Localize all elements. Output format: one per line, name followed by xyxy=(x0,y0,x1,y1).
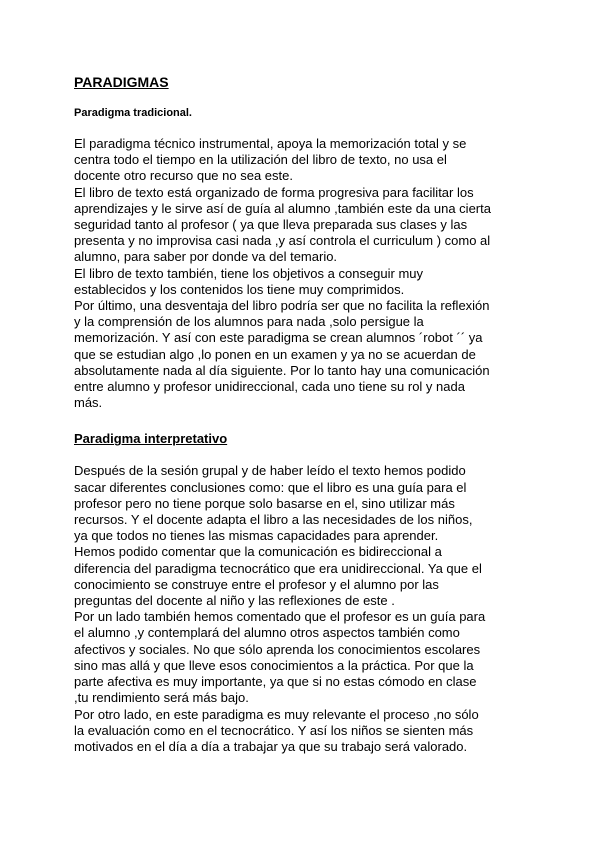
document-title: PARADIGMAS xyxy=(74,74,169,90)
paragraph: Por otro lado, en este paradigma es muy relevante el proceso ,no sólo la evaluación como en el tecnocrático. Y así los niños se sienten más motivados en el día a día a trabajar ya que su trabajo será valorado. xyxy=(74,706,479,754)
section-body-interpretativo xyxy=(74,463,534,755)
paragraph: Por un lado también hemos comentado que el profesor es un guía para el alumno ,y contemplará del alumno otros aspectos también como afectivos y sociales. No que sólo aprenda los conocimientos escolares sino mas allá y que lleve esos conocimientos a la práctica. Por que la parte afectiva es muy importante, ya que si no estas cómodo en clase ,tu rendimiento será más bajo. xyxy=(74,609,486,706)
document-page xyxy=(74,74,534,755)
paragraph: Hemos podido comentar que la comunicación es bidireccional a diferencia del paradigma tecnocrático que era unidireccional. Ya que el conocimiento se construye entre el profesor y el alumno por las preguntas del docente al niño y las reflexiones de este . xyxy=(74,544,482,609)
section-heading-interpretativo: Paradigma interpretativo xyxy=(74,431,228,447)
paragraph: El libro de texto está organizado de forma progresiva para facilitar los aprendizajes y le sirve así de guía al alumno ,también este da una cierta seguridad tanto al profesor ( ya que lleva preparada sus clases y las presenta y no improvisa casi nada ,y así controla el curriculum ) como al alumno, para saber por donde va del temario. xyxy=(74,184,491,265)
paragraph: Después de la sesión grupal y de haber leído el texto hemos podido sacar diferentes conclusiones como: que el libro es una guía para el profesor pero no tiene porque solo basarse en el, sino utilizar más recursos. Y el docente adapta el libro a las necesidades de los niños, ya que todos no tienes las mismas capacidades para aprender. xyxy=(74,463,473,544)
paragraph: El paradigma técnico instrumental, apoya la memorización total y se centra todo el tiempo en la utilización del libro de texto, no usa el docente otro recurso que no sea este. xyxy=(74,136,467,184)
paragraph: El libro de texto también, tiene los objetivos a conseguir muy establecidos y los contenidos los tiene muy comprimidos. xyxy=(74,265,424,297)
section-heading-tradicional: Paradigma tradicional. xyxy=(74,107,192,119)
section-body-tradicional xyxy=(74,136,534,411)
paragraph: Por último, una desventaja del libro podría ser que no facilita la reflexión y la comprensión de los alumnos para nada ,solo persigue la memorización. Y así con este paradigma se crean alumnos ´robot ´´ ya que se estudian algo ,lo ponen en un examen y ya no se acuerdan de absolutamente nada al día siguiente. Por lo tanto hay una comunicación entre alumno y profesor unidireccional, cada uno tiene su rol y nada más. xyxy=(74,298,490,411)
